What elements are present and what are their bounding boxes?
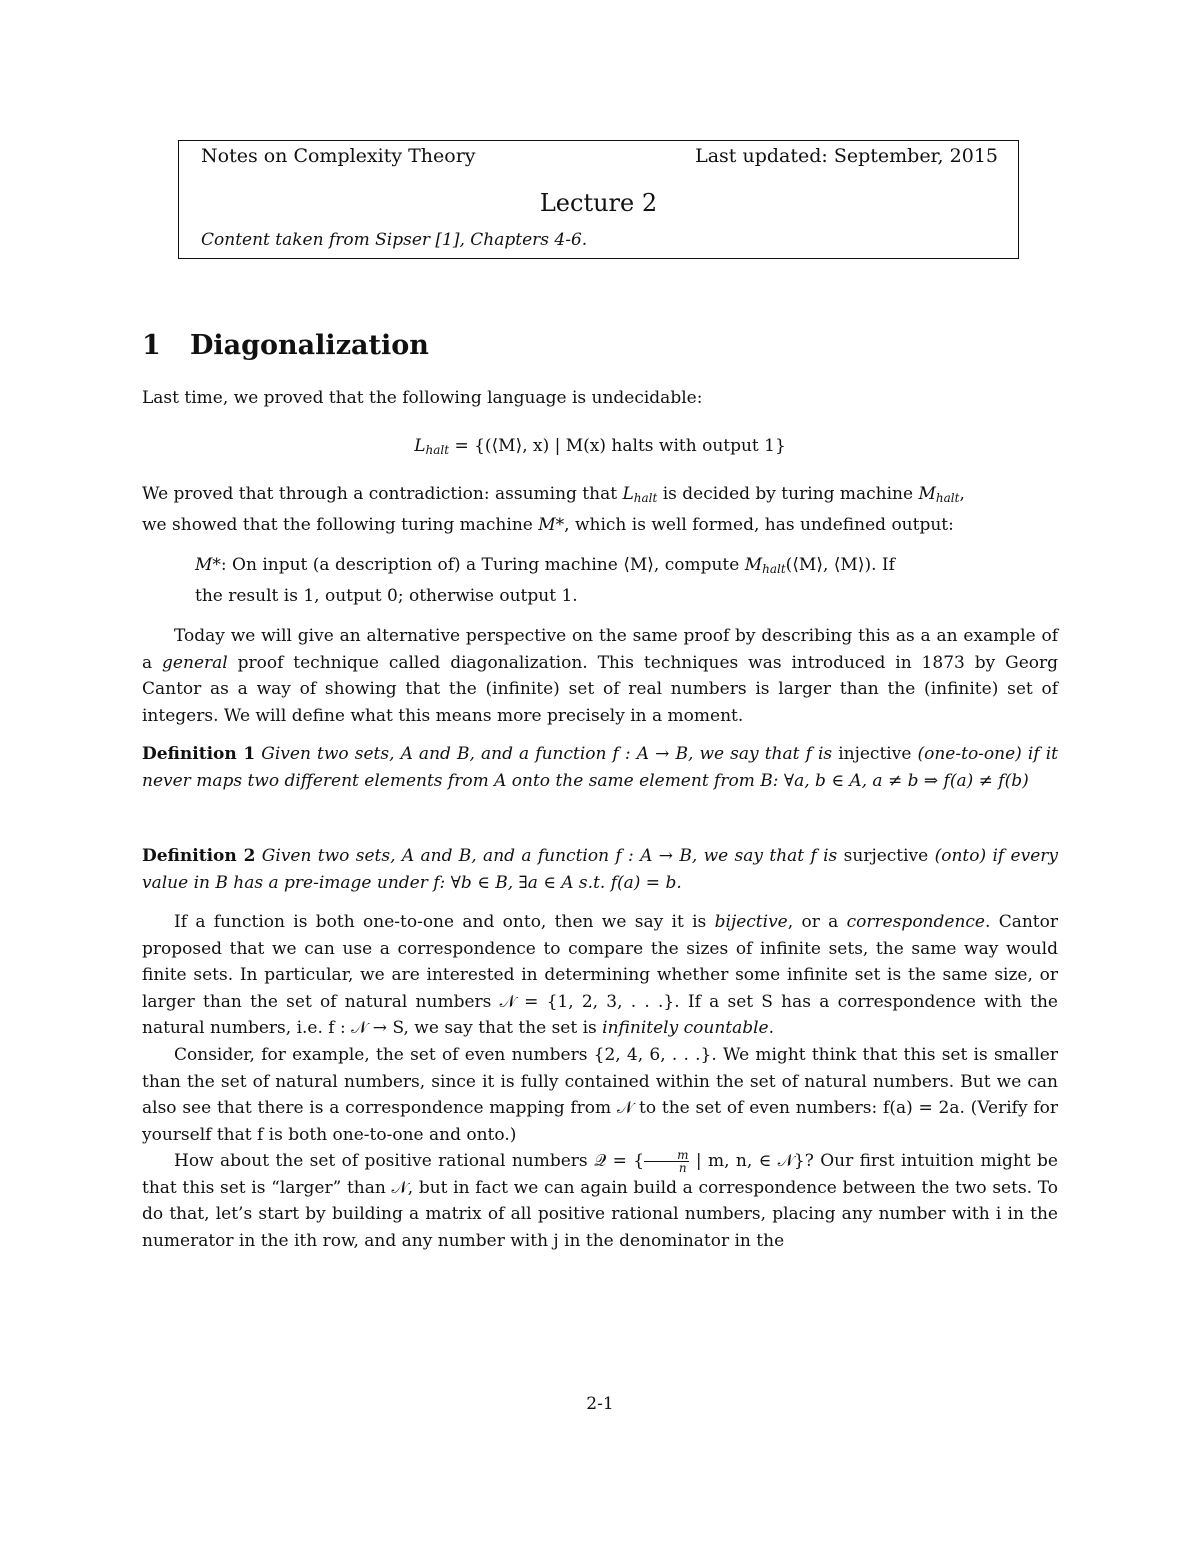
paragraph-last-time: Last time, we proved that the following language is undecidable: xyxy=(142,388,703,408)
section-heading xyxy=(142,330,429,361)
definition-label: Definition 1 xyxy=(142,744,256,764)
equation-rhs: = {(⟨M⟩, x) | M(x) halts with output 1} xyxy=(454,436,786,456)
paragraph-diagonalization-intro: Today we will give an alternative perspective on the same proof by describing this as a an example of a general proof technique called diagonalization. This techniques was introduced in 1873 by Georg Cantor as a way of showing that the (infinite) set of real numbers is larger than the (infinite) set of integers. We will define what this means more precisely in a moment. xyxy=(142,626,1058,726)
paragraph-even-numbers: Consider, for example, the set of even numbers {2, 4, 6, . . .}. We might think that this set is smaller than the set of natural numbers, since it is fully contained within the set of natural numbers. But we can also see that there is a correspondence mapping from 𝒩 to the set of even numbers: f(a) = 2a. (Verify for yourself that f is both one-to-one and onto.) xyxy=(142,1045,1058,1145)
paragraph-correspondence: If a function is both one-to-one and onto, then we say it is bijective, or a correspondence. Cantor proposed that we can use a correspondence to compare the sizes of infinite sets, the same way would finite sets. In particular, we are interested in determining whether some infinite set is the same size, or larger than the set of natural numbers 𝒩 = {1, 2, 3, . . .}. If a set S has a correspondence with the natural numbers, i.e. f : 𝒩 → S, we say that the set is infinitely countable. xyxy=(142,912,1059,1038)
paragraph-contradiction: We proved that through a contradiction: assuming that $L_{halt}$ is decided by turing machine $M_{halt}$, we showed that the following turing machine M*, which is well formed, has undefined output: xyxy=(142,484,965,535)
page-number: 2-1 xyxy=(586,1394,614,1414)
term-surjective: surjective xyxy=(843,846,929,866)
lecture-header-box xyxy=(178,140,1019,259)
content-source: Content taken from Sipser [1], Chapters 4-6. xyxy=(201,230,588,250)
definition-surjective: Definition 2 Given two sets, A and B, and a function f : A → B, we say that f is surjective (onto) if every value in B has a pre-image under f: ∀b ∈ B, ∃a ∈ A s.t. f(a) = b. xyxy=(142,846,1058,893)
paragraph-rational-numbers: How about the set of positive rational numbers 𝒬 = { $\frac{m}{n}$ | m, n, ∈ 𝒩}? Our first intuition might be that this set is “larger” than 𝒩, but in fact we can again build a correspondence between the two sets. To do that, let’s start by building a matrix of all positive rational numbers, placing any number with i in the numerator in the ith row, and any number with j in the denominator in the xyxy=(142,1148,1058,1251)
lecture-title: Lecture 2 xyxy=(539,189,658,217)
definition-label: Definition 2 xyxy=(142,846,256,866)
definition-injective: Definition 1 Given two sets, A and B, and a function f : A → B, we say that f is injective (one-to-one) if it never maps two different elements from A onto the same element from B: ∀a, b ∈ A, a ≠ b ⇒ f(a) ≠ f(b) xyxy=(142,744,1058,791)
section-title: Diagonalization xyxy=(190,330,429,361)
last-updated: Last updated: September, 2015 xyxy=(695,145,998,167)
term-injective: injective xyxy=(838,744,912,764)
fraction-m-over-n: $\frac{m}{n}$ xyxy=(644,1149,689,1174)
equation-lhalt: $L_{halt}$ = {(⟨M⟩, x) | M(x) halts with output 1} xyxy=(414,436,786,457)
course-title: Notes on Complexity Theory xyxy=(201,145,476,167)
machine-definition-quote: M*: On input (a description of) a Turing machine ⟨M⟩, compute $M_{halt}(⟨M⟩$, ⟨M⟩). If the result is 1, output 0; otherwise output 1. xyxy=(195,555,895,606)
section-number: 1 xyxy=(142,330,161,361)
